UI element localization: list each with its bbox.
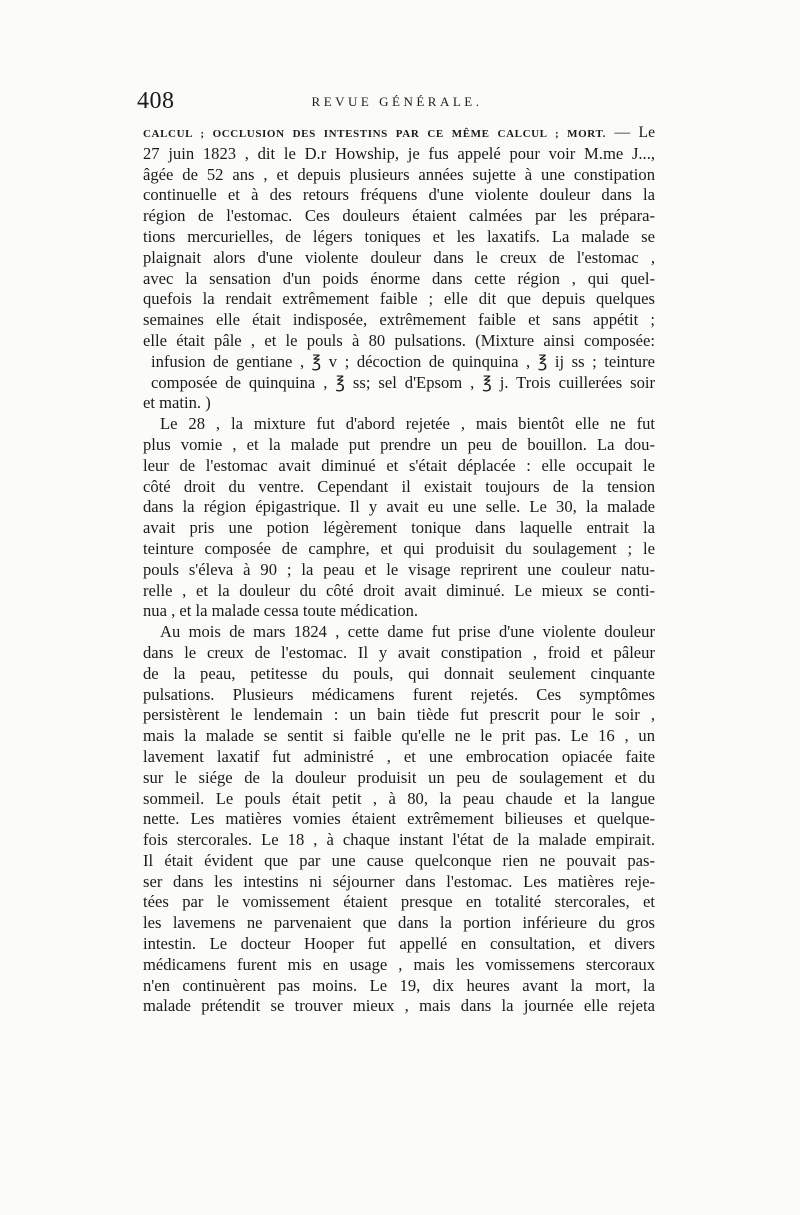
section-heading: CALCUL ; OCCLUSION DES INTESTINS PAR CE MÊME CALCUL ; MORT. — [143, 128, 606, 140]
text-line: dans la région épigastrique. Il y avait eu une selle. Le 30, la malade — [143, 497, 655, 517]
text-line: Au mois de mars 1824 , cette dame fut prise d'une violente douleur — [160, 622, 655, 642]
text-line: teinture composée de camphre, et qui produisit du soulagement ; le — [143, 538, 655, 558]
text-line: Il était évident que par une cause quelconque rien ne pouvait pas- — [143, 850, 655, 870]
text-line: tions mercurielles, de légers toniques et les laxatifs. La malade se — [143, 226, 655, 246]
text-line: région de l'estomac. Ces douleurs étaient calmées par les prépara- — [143, 206, 655, 226]
text-line: composée de quinquina , ℥ ss; sel d'Epsom , ℥ j. Trois cuillerées soir — [151, 372, 655, 392]
text-line: pouls s'éleva à 90 ; la peau et le visage reprirent une couleur natu- — [143, 559, 655, 579]
text-line: persistèrent le lendemain : un bain tiède fut prescrit pour le soir , — [143, 705, 655, 725]
text-line: mais la malade se sentit si faible qu'elle ne le prit pas. Le 16 , un — [143, 726, 655, 746]
page-body — [143, 123, 655, 1017]
text-line: quefois la rendait extrêmement faible ; elle dit que depuis quelques — [143, 289, 655, 309]
heading-continuation: — Le — [614, 124, 655, 141]
text-line: nette. Les matières vomies étaient extrêmement bilieuses et quelque- — [143, 809, 655, 829]
text-line: côté droit du ventre. Cependant il existait toujours de la tension — [143, 476, 655, 496]
text-line: et matin. ) — [143, 393, 211, 413]
text-line: 27 juin 1823 , dit le D.r Howship, je fus appelé pour voir M.me J..., — [143, 143, 655, 163]
text-line: nua , et la malade cessa toute médication. — [143, 601, 419, 621]
text-line: âgée de 52 ans , et depuis plusieurs années sujette à une constipation — [143, 164, 655, 184]
text-line: intestin. Le docteur Hooper fut appellé en consultation, et divers — [143, 934, 655, 954]
text-line: relle , et la douleur du côté droit avait diminué. Le mieux se conti- — [143, 580, 655, 600]
text-line: elle était pâle , et le pouls à 80 pulsations. (Mixture ainsi composée: — [143, 330, 655, 350]
running-title: REVUE GÉNÉRALE. — [311, 94, 483, 109]
text-line: plaignait alors d'une violente douleur dans le creux de l'estomac , — [143, 247, 655, 267]
page-number: 408 — [137, 88, 175, 114]
page-header — [137, 88, 657, 118]
text-line: fois stercorales. Le 18 , à chaque instant l'état de la malade empirait. — [143, 830, 655, 850]
text-line: sur le siége de la douleur produisit un peu de soulagement et du — [143, 767, 655, 787]
text-line: dans le creux de l'estomac. Il y avait constipation , froid et pâleur — [143, 642, 655, 662]
text-line: n'en continuèrent pas moins. Le 19, dix heures avant la mort, la — [143, 975, 655, 995]
text-line: avec la sensation d'un poids énorme dans cette région , qui quel- — [143, 268, 655, 288]
text-line: semaines elle était indisposée, extrêmement faible et sans appétit ; — [143, 310, 655, 330]
text-line: ser dans les intestins ni séjourner dans l'estomac. Les matières reje- — [143, 871, 655, 891]
text-line: de la peau, petitesse du pouls, qui donnait seulement cinquante — [143, 663, 655, 683]
text-line: malade prétendit se trouver mieux , mais dans la journée elle rejeta — [143, 996, 655, 1016]
text-line: Le 28 , la mixture fut d'abord rejetée , mais bientôt elle ne fut — [160, 414, 655, 434]
text-line: pulsations. Plusieurs médicamens furent rejetés. Ces symptômes — [143, 684, 655, 704]
text-line: avait pris une potion légèrement tonique dans laquelle entrait la — [143, 518, 655, 538]
text-line: plus vomie , et la malade put prendre un peu de bouillon. La dou- — [143, 434, 655, 454]
text-line: médicamens furent mis en usage , mais les vomissemens stercoraux — [143, 954, 655, 974]
section-heading-line — [143, 123, 655, 144]
text-line: tées par le vomissement étaient presque en totalité stercorales, et — [143, 892, 655, 912]
text-line: lavement laxatif fut administré , et une embrocation opiacée faite — [143, 746, 655, 766]
text-line: leur de l'estomac avait diminué et s'était déplacée : elle occupait le — [143, 455, 655, 475]
text-line: les lavemens ne parvenaient que dans la portion inférieure du gros — [143, 913, 655, 933]
text-line: continuelle et à des retours fréquens d'une violente douleur dans la — [143, 185, 655, 205]
text-line: infusion de gentiane , ℥ v ; décoction de quinquina , ℥ ij ss ; teinture — [151, 351, 655, 371]
text-line: sommeil. Le pouls était petit , à 80, la peau chaude et la langue — [143, 788, 655, 808]
